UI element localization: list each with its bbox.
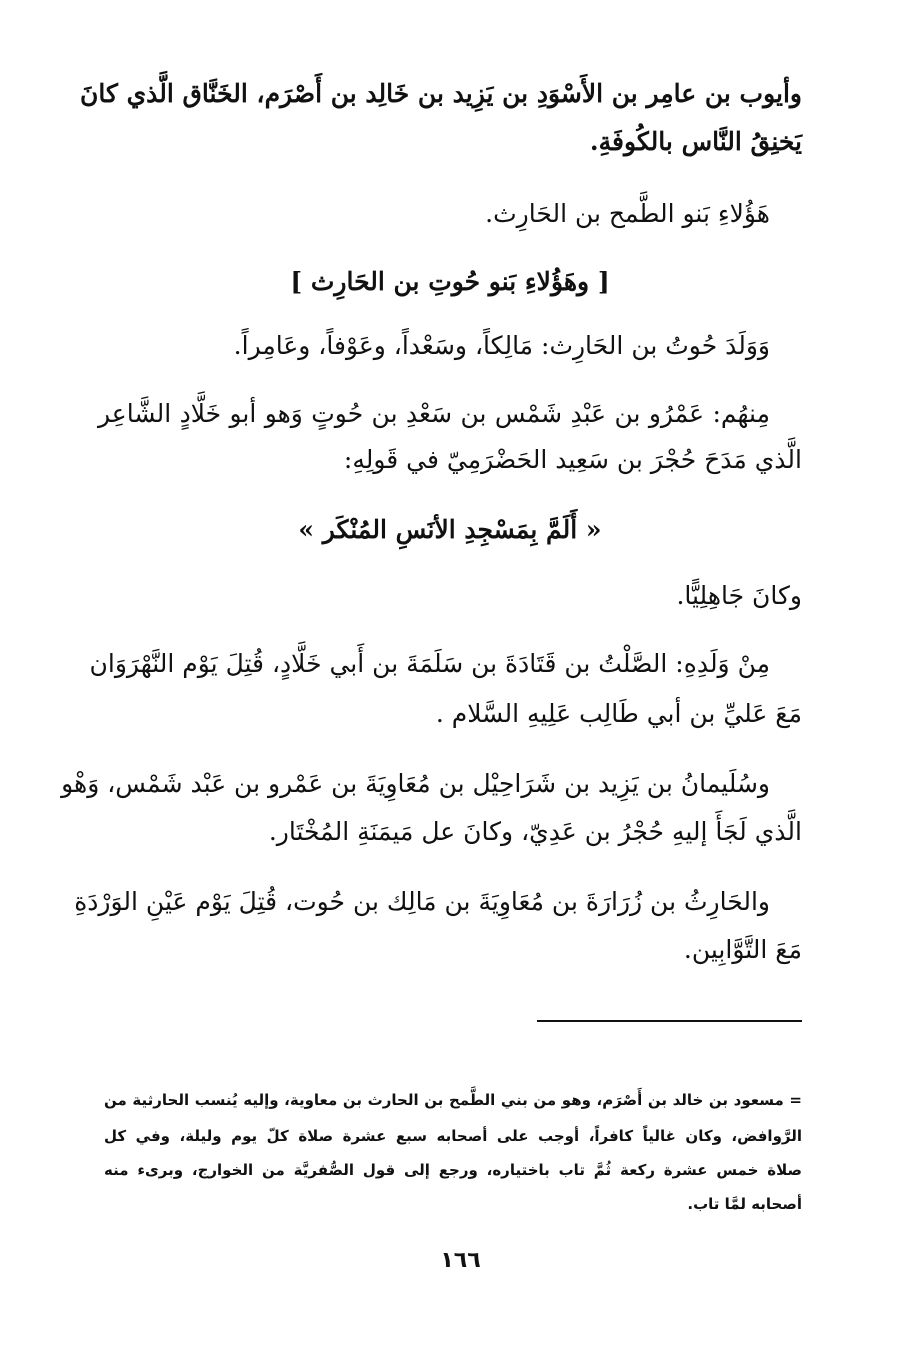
page-number: ١٦٦ <box>440 1248 481 1273</box>
paragraph-3-line-1: وَوَلَدَ حُوتُ بن الحَارِث: مَالِكاً، وسَعْداً، وعَوْفاً، وعَامِراً. <box>233 331 770 360</box>
paragraph-1-line-2: يَخنِقُ النَّاس بالكُوفَةِ. <box>589 127 802 156</box>
paragraph-2-line-1: هَؤُلاءِ بَنو الطَّمح بن الحَارِث. <box>485 199 770 228</box>
footnote-line-4: أصحابه لمَّا تاب. <box>687 1195 802 1213</box>
footnote-line-1: = مسعود بن خالد بن أَصْرَم، وهو من بني الطَّمح بن الحارث بن معاوية، وإليه يُنسب الحارثية من <box>104 1091 802 1109</box>
footnote-separator-rule <box>537 1020 802 1022</box>
paragraph-4-line-2: الَّذي مَدَحَ حُجْرَ بن سَعِيد الحَضْرَمِيّ في قَولِهِ: <box>343 445 802 474</box>
section-heading: [ وهَؤُلاءِ بَنو حُوتِ بن الحَارِث ] <box>290 267 610 296</box>
paragraph-8-line-2: مَعَ التَّوَّابِين. <box>683 935 802 964</box>
paragraph-4-line-1: مِنهُم: عَمْرُو بن عَبْدِ شَمْس بن سَعْدِ بن حُوتٍ وَهو أبو خَلَّادٍ الشَّاعِر <box>98 399 770 428</box>
paragraph-1-line-1: وأيوب بن عامِر بن الأَسْوَدِ بن يَزِيد بن خَالِد بن أَصْرَم، الخَنَّاق الَّذي كانَ <box>80 79 802 108</box>
paragraph-8-line-1: والحَارِثُ بن زُرَارَةَ بن مُعَاوِيَةَ بن مَالِك بن حُوت، قُتِلَ يَوْم عَيْنِ الوَرْدَةِ <box>74 887 770 916</box>
footnote-line-3: صلاة خمس عشرة ركعة ثُمَّ تاب باختياره، ورجع إلى قول الصُّفريَّة من الخوارج، وبرىء منه <box>104 1161 802 1179</box>
paragraph-7-line-1: وسُلَيمانُ بن يَزِيد بن شَرَاحِيْل بن مُعَاوِيَةَ بن عَمْرو بن عَبْد شَمْس، وَهْو <box>61 769 770 798</box>
poetry-verse: « أَلَمَّ بِمَسْجِدِ الأنَسِ المُنْكَر » <box>298 515 602 544</box>
paragraph-6-line-1: مِنْ وَلَدِهِ: الصَّلْتُ بن قَتَادَةَ بن سَلَمَةَ بن أَبي خَلَّادٍ، قُتِلَ يَوْم النَّهْرَوَان <box>89 649 770 678</box>
paragraph-5-line-1: وكانَ جَاهِلِيًّا. <box>676 581 802 610</box>
footnote-line-2: الرَّوافض، وكان غالياً كافراً، أوجب على أصحابه سبع عشرة صلاة كلّ يوم وليلة، وفي كل <box>104 1127 802 1145</box>
paragraph-6-line-2: مَعَ عَليِّ بن أبي طَالِب عَلِيهِ السَّلام . <box>435 699 802 728</box>
paragraph-7-line-2: الَّذي لَجَأَ إليهِ حُجْرُ بن عَدِيّ، وكانَ عل مَيمَنَةِ المُخْتَار. <box>268 817 802 846</box>
